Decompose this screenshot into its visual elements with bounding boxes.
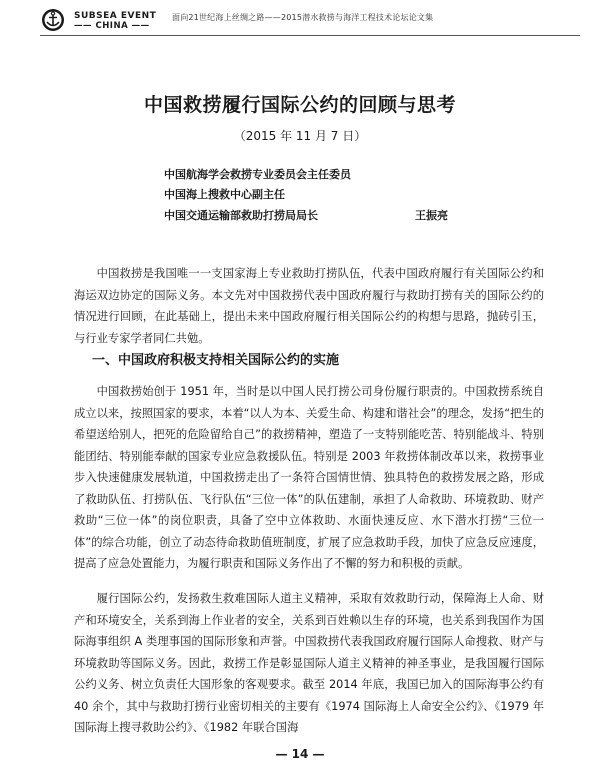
author-affiliation-3: 中国交通运输部救助打捞局局长 xyxy=(164,209,318,222)
article-title: 中国救捞履行国际公约的回顾与思考 xyxy=(143,94,456,116)
section-heading: 一、中国政府积极支持相关国际公约的实施 xyxy=(92,353,340,368)
body-paragraph-1: 中国救捞始创于 1951 年，当时是以中国人民打捞公司身份履行职责的。中国救捞系统自成立以来，按照国家的要求，本着“以人为本、关爱生命、构建和谐社会”的理念，发扬“把生的希望送给别人，把死的危险留给自己”的救捞精神，塑造了一支特别能吃苦、特别能战斗、特别能团结、特别能奉献的国家专业应急救援队伍。特别是 2003 年救捞体制改革以来，救捞事业步入快速健康发展轨道，中国救捞走出了一条符合国情世情、独具特色的救捞发展之路，形成了救助队伍、打捞队伍、飞行队伍“三位一体”的队伍建制，承担了人命救助、环境救助、财产救助“三位一体”的岗位职责，具备了空中立体救助、水面快速反应、水下潜水打捞“三位一体”的综合功能，创立了动态待命救助值班制度，扩展了应急救助手段，加快了应急反应速度，提高了应急处置能力，为履行职责和国际义务作出了不懈的努力和积极的贡献。 xyxy=(74,385,544,570)
body-paragraph-2: 履行国际公约，发扬救生救难国际人道主义精神，采取有效救助行动，保障海上人命、财产和环境安全，关系到海上作业者的安全，关系到百姓赖以生存的环境，也关系到我国作为国际海事组织 A 类理事国的国际形象和声誉。中国救捞代表我国政府履行国际人命搜救、财产与环境救助等国际义务。因此，救捞工作是彰显国际人道主义精神的神圣事业，是我国履行国际公约义务、树立负责任大国形象的客观要求。截至 2014 年底，我国已加入的国际海事公约有 40 余个，其中与救助打捞行业密切相关的主要有《1974 国际海上人命安全公约》、《1979 年国际海上搜寻救助公约》、《1982 年联合国海 xyxy=(74,592,544,734)
org-name-english: SUBSEA EVENT xyxy=(74,11,157,21)
anchor-emblem-icon xyxy=(40,8,66,32)
header-divider xyxy=(40,35,580,36)
page-header xyxy=(40,8,580,32)
author-affiliation-2: 中国海上搜救中心副主任 xyxy=(164,188,285,201)
article-date: （2015 年 11 月 7 日） xyxy=(233,129,367,143)
running-head: 面向21世纪海上丝绸之路——2015潜水救捞与海洋工程技术论坛论文集 xyxy=(172,13,434,22)
author-name: 王振亮 xyxy=(415,209,448,222)
page-number: — 14 — xyxy=(275,747,325,761)
org-name-country: —— CHINA —— xyxy=(74,21,150,31)
abstract-paragraph: 中国救捞是我国唯一一支国家海上专业救助打捞队伍，代表中国政府履行有关国际公约和海运双边协定的国际义务。本文先对中国救捞代表中国政府履行与救助打捞有关的国际公约的情况进行回顾，在此基础上，提出未来中国政府履行相关国际公约的构想与思路，抛砖引玉，与行业专家学者同仁共勉。 xyxy=(74,267,544,345)
author-affiliation-1: 中国航海学会救捞专业委员会主任委员 xyxy=(164,168,351,181)
